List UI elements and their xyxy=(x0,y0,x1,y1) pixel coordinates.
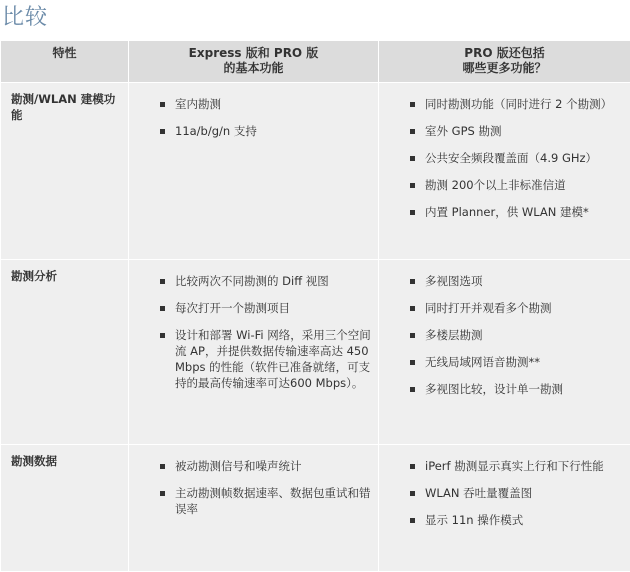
page-title: 比较 xyxy=(2,4,48,32)
table-row xyxy=(1,260,630,445)
list-item: 无线局域网语音勘测** xyxy=(410,354,623,370)
list-item: 同时勘测功能（同时进行 2 个勘测） xyxy=(410,96,623,112)
table-header-row xyxy=(1,41,630,83)
bullet-icon xyxy=(160,333,165,338)
feature-label: 勘测/WLAN 建模功能 xyxy=(1,83,129,260)
list-item: iPerf 勘测显示真实上行和下行性能 xyxy=(410,458,623,474)
list-item: 多视图比较，设计单一勘测 xyxy=(410,381,623,397)
header-express-pro-basic: Express 版和 PRO 版 的基本功能 xyxy=(129,41,379,83)
feature-label: 勘测数据 xyxy=(1,445,129,572)
list-item: 被动勘测信号和噪声统计 xyxy=(160,458,371,474)
express-cell xyxy=(129,260,379,445)
bullet-icon xyxy=(410,129,415,134)
bullet-icon xyxy=(410,306,415,311)
bullet-icon xyxy=(160,491,165,496)
header-feature: 特性 xyxy=(1,41,129,83)
list-item: WLAN 吞吐量覆盖图 xyxy=(410,485,623,501)
list-item: 显示 11n 操作模式 xyxy=(410,512,623,528)
pro-cell xyxy=(379,83,630,260)
bullet-icon xyxy=(410,387,415,392)
list-item: 多视图选项 xyxy=(410,273,623,289)
list-item: 每次打开一个勘测项目 xyxy=(160,300,371,316)
list-item: 勘测 200个以上非标准信道 xyxy=(410,177,623,193)
bullet-icon xyxy=(160,102,165,107)
pro-cell xyxy=(379,445,630,572)
pro-cell xyxy=(379,260,630,445)
bullet-icon xyxy=(410,333,415,338)
bullet-icon xyxy=(410,518,415,523)
bullet-icon xyxy=(410,360,415,365)
express-cell xyxy=(129,83,379,260)
list-item: 11a/b/g/n 支持 xyxy=(160,123,371,139)
bullet-icon xyxy=(410,210,415,215)
list-item: 室内勘测 xyxy=(160,96,371,112)
table-row xyxy=(1,445,630,572)
bullet-icon xyxy=(410,464,415,469)
list-item: 设计和部署 Wi-Fi 网络，采用三个空间流 AP，并提供数据传输速率高达 450 Mbps 的性能（软件已准备就绪，可支持的最高传输速率可达600 Mbps）。 xyxy=(160,327,371,391)
header-pro-extra: PRO 版还包括 哪些更多功能？ xyxy=(379,41,630,83)
list-item: 多楼层勘测 xyxy=(410,327,623,343)
bullet-icon xyxy=(410,156,415,161)
list-item: 主动勘测帧数据速率、数据包重试和错误率 xyxy=(160,485,371,517)
table-row xyxy=(1,83,630,260)
bullet-icon xyxy=(160,464,165,469)
bullet-icon xyxy=(410,491,415,496)
bullet-icon xyxy=(160,279,165,284)
bullet-icon xyxy=(160,306,165,311)
list-item: 公共安全频段覆盖面（4.9 GHz） xyxy=(410,150,623,166)
express-cell xyxy=(129,445,379,572)
comparison-table xyxy=(0,40,630,572)
bullet-icon xyxy=(160,129,165,134)
bullet-icon xyxy=(410,279,415,284)
bullet-icon xyxy=(410,102,415,107)
list-item: 比较两次不同勘测的 Diff 视图 xyxy=(160,273,371,289)
bullet-icon xyxy=(410,183,415,188)
feature-label: 勘测分析 xyxy=(1,260,129,445)
list-item: 同时打开并观看多个勘测 xyxy=(410,300,623,316)
list-item: 内置 Planner，供 WLAN 建模* xyxy=(410,204,623,220)
list-item: 室外 GPS 勘测 xyxy=(410,123,623,139)
